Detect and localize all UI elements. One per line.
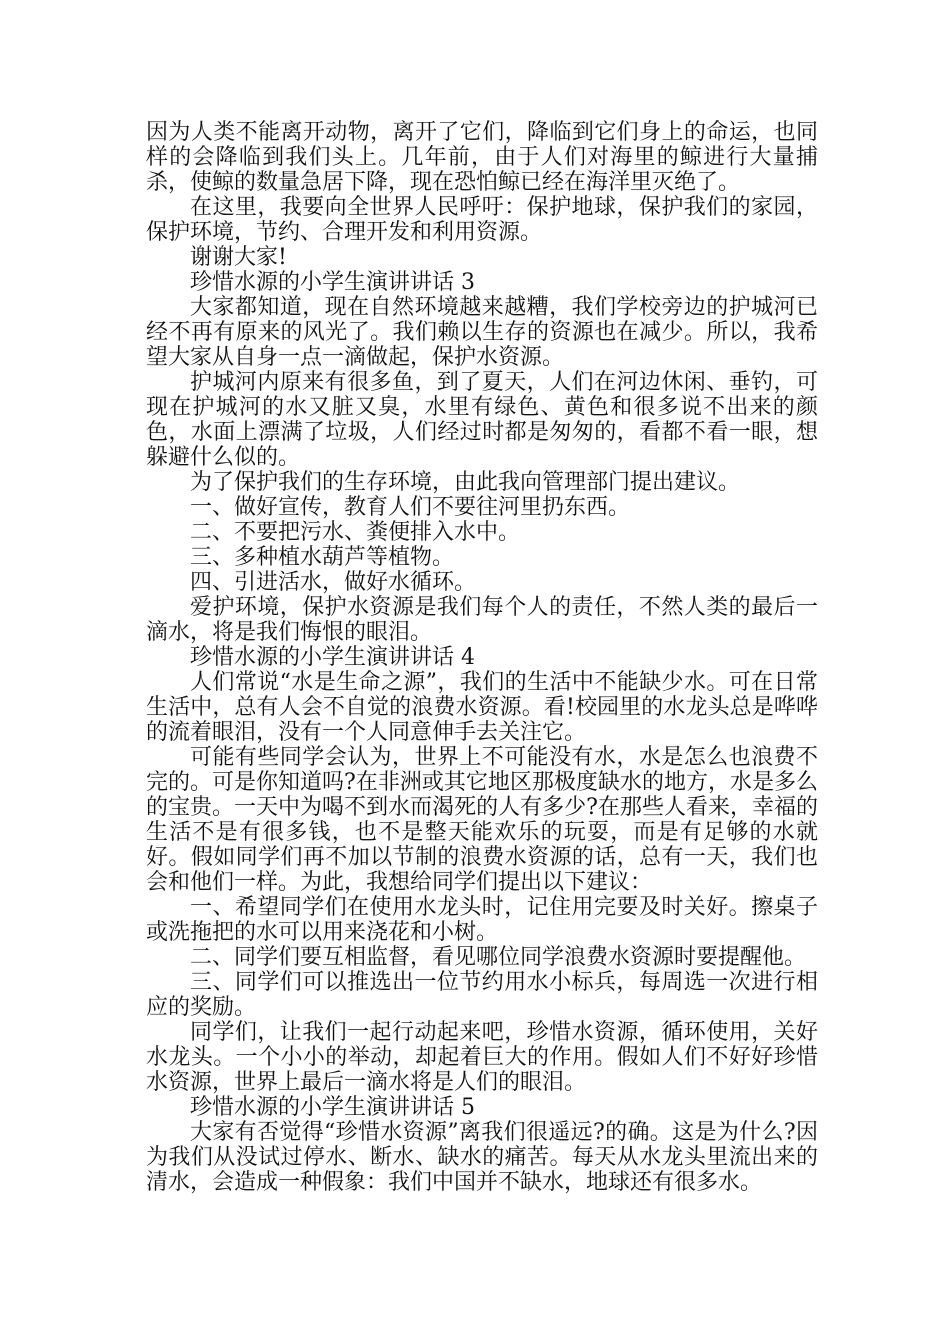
list-item: 三、同学们可以推选出一位节约用水小标兵，每周选一次进行相应的奖励。 — [146, 970, 818, 1020]
paragraph: 爱护环境，保护水资源是我们每个人的责任，不然人类的最后一滴水，将是我们悔恨的眼泪。 — [146, 595, 818, 645]
list-item: 三、多种植水葫芦等植物。 — [190, 545, 455, 570]
paragraph: 为了保护我们的生存环境，由此我向管理部门提出建议。 — [190, 470, 741, 495]
list-item: 二、不要把污水、粪便排入水中。 — [190, 520, 521, 545]
paragraph: 护城河内原来有很多鱼，到了夏天，人们在河边休闲、垂钓，可现在护城河的水又脏又臭，水里有绿色、黄色和很多说不出来的颜色，水面上漂满了垃圾，人们经过时都是匆匆的，看都不看一眼，想躲避什么似的。 — [146, 370, 818, 470]
section-heading: 珍惜水源的小学生演讲讲话 4 — [190, 645, 475, 670]
list-item: 一、做好宣传，教育人们不要往河里扔东西。 — [190, 495, 631, 520]
section-heading: 珍惜水源的小学生演讲讲话 5 — [190, 1095, 475, 1120]
list-item: 一、希望同学们在使用水龙头时，记住用完要及时关好。擦桌子或洗拖把的水可以用来浇花和小树。 — [146, 895, 818, 945]
paragraph: 大家有否觉得“珍惜水资源”离我们很遥远?的确。这是为什么?因为我们从没试过停水、断水、缺水的痛苦。每天从水龙头里流出来的清水，会造成一种假象：我们中国并不缺水，地球还有很多水。 — [146, 1120, 818, 1195]
list-item: 二、同学们要互相监督，看见哪位同学浪费水资源时要提醒他。 — [190, 945, 807, 970]
paragraph: 人们常说“水是生命之源”，我们的生活中不能缺少水。可在日常生活中，总有人会不自觉的浪费水资源。看!校园里的水龙头总是哗哗的流着眼泪，没有一个人同意伸手去关注它。 — [146, 670, 818, 745]
paragraph: 同学们，让我们一起行动起来吧，珍惜水资源，循环使用，关好水龙头。一个小小的举动，却起着巨大的作用。假如人们不好好珍惜水资源，世界上最后一滴水将是人们的眼泪。 — [146, 1020, 818, 1095]
paragraph: 在这里，我要向全世界人民呼吁：保护地球，保护我们的家园，保护环境，节约、合理开发和利用资源。 — [146, 195, 818, 245]
closing-thanks: 谢谢大家! — [190, 245, 287, 270]
paragraph: 因为人类不能离开动物，离开了它们，降临到它们身上的命运，也同样的会降临到我们头上。几年前，由于人们对海里的鲸进行大量捕杀，使鲸的数量急居下降，现在恐怕鲸已经在海洋里灭绝了。 — [146, 120, 818, 195]
paragraph: 大家都知道，现在自然环境越来越糟，我们学校旁边的护城河已经不再有原来的风光了。我们赖以生存的资源也在减少。所以，我希望大家从自身一点一滴做起，保护水资源。 — [146, 295, 818, 370]
section-heading: 珍惜水源的小学生演讲讲话 3 — [190, 270, 475, 295]
paragraph: 可能有些同学会认为，世界上不可能没有水，水是怎么也浪费不完的。可是你知道吗?在非洲或其它地区那极度缺水的地方，水是多么的宝贵。一天中为喝不到水而渴死的人有多少?在那些人看来，幸福的生活不是有很多钱，也不是整天能欢乐的玩耍，而是有足够的水就好。假如同学们再不加以节制的浪费水资源的话，总有一天，我们也会和他们一样。为此，我想给同学们提出以下建议： — [146, 745, 818, 895]
list-item: 四、引进活水，做好水循环。 — [190, 570, 477, 595]
document-page — [146, 120, 818, 1195]
